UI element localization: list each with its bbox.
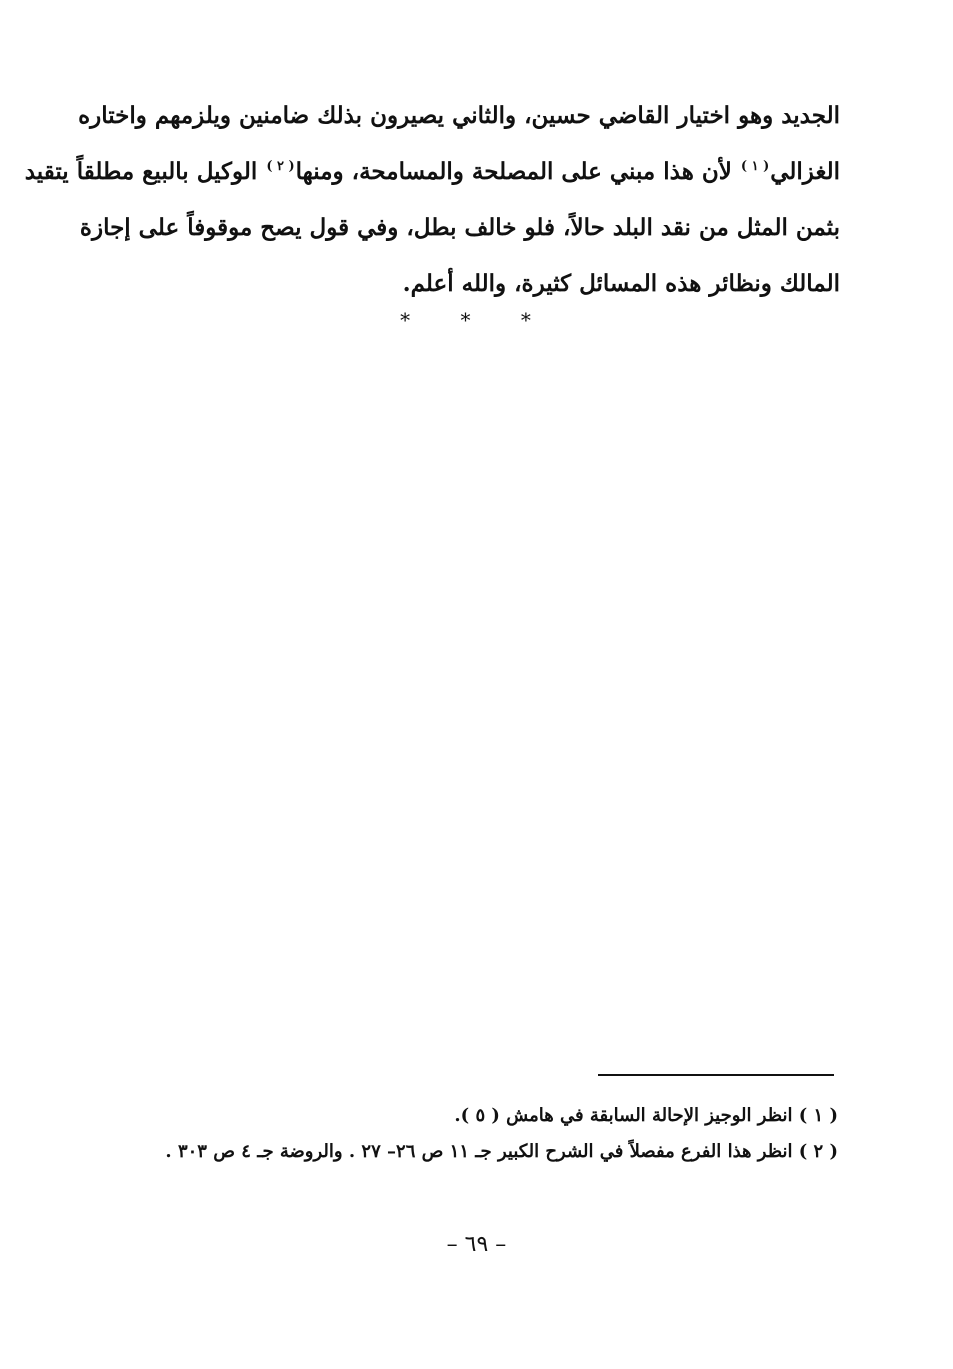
- text-line-2-start: الغزالي: [770, 158, 840, 185]
- footnotes: [110, 1098, 838, 1170]
- page-number: – ٦٩ –: [446, 1232, 507, 1257]
- main-text: [24, 88, 840, 312]
- footnote-divider: [598, 1074, 834, 1076]
- footnote-1: ( ١ ) انظر الوجيز الإحالة السابقة في هامش ( ٥ ).: [454, 1105, 838, 1126]
- text-line-1: الجديد وهو اختيار القاضي حسين، والثاني يصيرون بذلك ضامنين ويلزمهم واختاره: [78, 102, 840, 129]
- text-line-2-end: الوكيل بالبيع مطلقاً يتقيد: [24, 158, 258, 185]
- text-line-2: [24, 144, 840, 200]
- text-line-4: المالك ونظائر هذه المسائل كثيرة، والله أعلم.: [402, 270, 840, 297]
- footnote-ref-2[interactable]: ( ٢ ): [266, 159, 295, 175]
- text-line-2-middle: لأن هذا مبني على المصلحة والمسامحة، ومنها: [295, 158, 732, 185]
- footnote-ref-1[interactable]: ( ١ ): [740, 159, 770, 175]
- footnote-2: ( ٢ ) انظر هذا الفرع مفصلاً في الشرح الكبير جـ ١١ ص ٢٦– ٢٧ . والروضة جـ ٤ ص ٣٠٣ .: [165, 1141, 838, 1162]
- section-separator: * * *: [400, 308, 553, 332]
- text-line-3: بثمن المثل من نقد البلد حالاً، فلو خالف بطل، وفي قول يصح موقوفاً على إجازة: [79, 214, 840, 241]
